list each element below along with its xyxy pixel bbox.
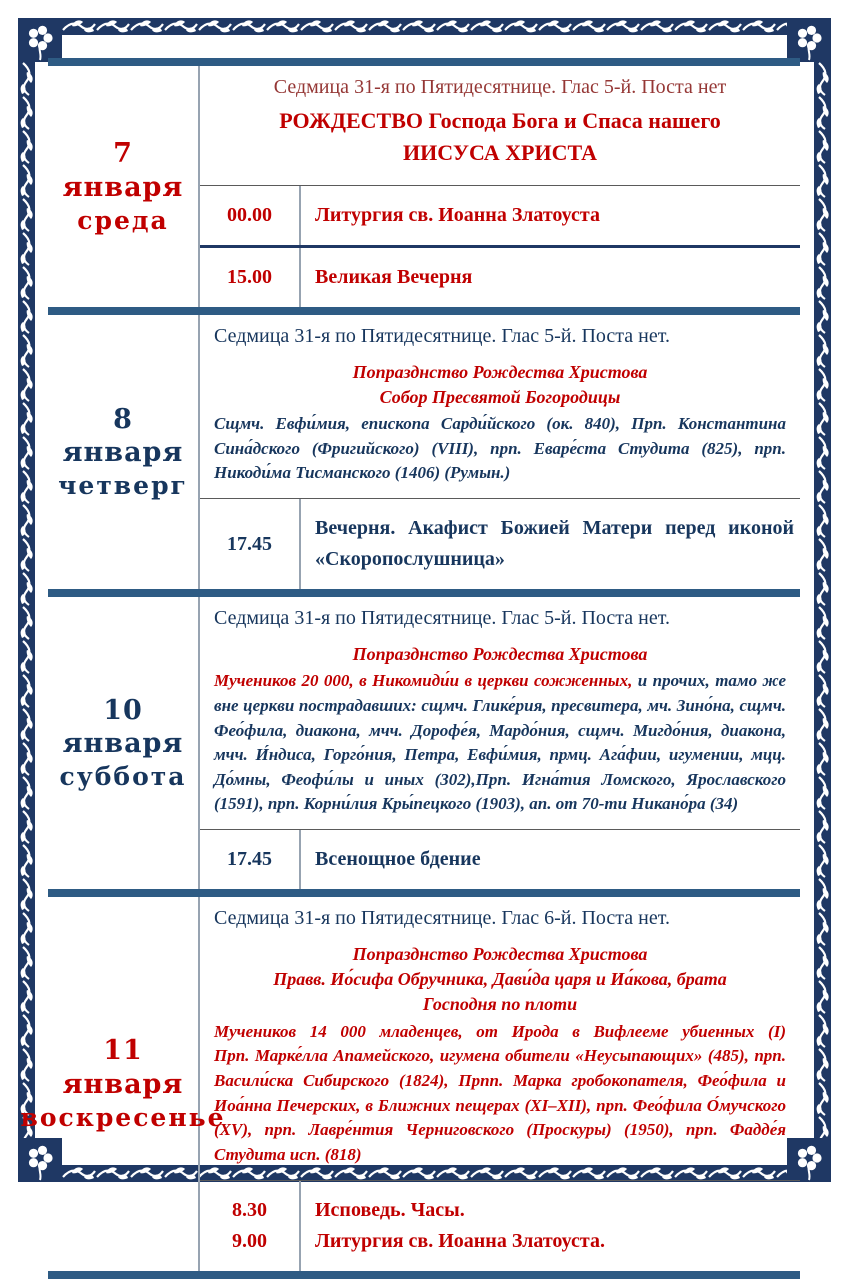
separator-bar — [48, 889, 800, 897]
day-header — [200, 597, 800, 829]
day-content — [200, 66, 800, 307]
service-time: 17.45 — [200, 830, 301, 889]
service-title: Великая Вечерня — [315, 265, 473, 288]
frame-corner-flower-icon — [18, 18, 62, 62]
day-date-cell — [48, 66, 200, 307]
saints-first-line: Мучеников 14 000 младенцев, от Ирода в Вифлееме убиенных (I) — [214, 1021, 786, 1041]
afterfeast-line: Господня по плоти — [422, 994, 578, 1015]
day-block-8-jan — [48, 315, 800, 589]
saints-paragraph — [214, 1020, 786, 1168]
afterfeast-line: Попразднство Рождества Христова — [352, 644, 648, 665]
day-block-7-jan — [48, 66, 800, 307]
service-title: Литургия св. Иоанна Златоуста. — [315, 1229, 605, 1252]
afterfeast-line: Попразднство Рождества Христова — [352, 361, 648, 382]
service-time: 9.00 — [232, 1229, 267, 1252]
day-header — [200, 315, 800, 498]
saints-rest: Прп. Марке́лла Апамейского, игумена обители «Неусыпающих» (485), прп. Васили́ска Сибирского (1824), Прпп. Марка гробокопателя, Фео́фила и Иоа́нна Печерских, в Ближних пещерах (XI–XII), прп. Фео́фила О́мучского (XV), прп. Лавре́нтия Черниговского (Проскуры) (1950), прп. Фадде́я Студита исп. (818) — [214, 1046, 786, 1164]
afterfeast-line: Правв. Ио́сифа Обручника, Дави́да царя и Иа́кова, брата — [273, 969, 727, 990]
service-row — [200, 1180, 800, 1271]
service-time: 00.00 — [200, 186, 301, 245]
day-content — [200, 597, 800, 889]
saints-red-part: Мучеников 20 000, в Никомиди́и в церкви сожженных, — [214, 671, 633, 691]
afterfeast-line: Собор Пресвятой Богородицы — [379, 386, 621, 407]
service-title: Исповедь. Часы. — [315, 1198, 465, 1221]
day-date: 7 января — [62, 138, 184, 203]
day-block-10-jan — [48, 597, 800, 889]
service-time: 8.30 — [232, 1198, 267, 1221]
feast-title — [214, 105, 786, 169]
service-time-group — [200, 1181, 301, 1271]
service-title: Вечерня. Акафист Божией Матери перед иконой «Скоропослушница» — [315, 517, 794, 571]
day-weekday: суббота — [59, 762, 187, 792]
day-date: 10 января — [62, 694, 184, 760]
schedule-table — [20, 58, 800, 1279]
saints-navy-part: и прочих, тамо же вне церкви пострадавших: сщмч. Глике́рия, пресвитера, мч. Зино́на, сщмч. Фео́фила, диакона, мчч. Дорофе́я, Мардо́ния, сщмч. Мигдо́ния, диакона, мчч. И́ндиса, Горго́ния, Петра, Евфи́мия, прмц. Ага́фии, игумении, мцц. До́мны, Феофи́лы и иных (302),Прп. Игна́тия Ломского, Ярославского (1591), прп. Корни́лия Кры́пецкого (1903), ап. от 70-ти Никано́ра (34) — [214, 671, 786, 814]
separator-bar — [48, 58, 800, 66]
service-title: Литургия св. Иоанна Златоуста — [315, 203, 600, 226]
week-line: Седмица 31-я по Пятидесятнице. Глас 5-й. Поста нет — [273, 76, 727, 98]
feast-title-line: РОЖДЕСТВО Господа Бога и Спаса нашего — [279, 108, 721, 133]
saints-paragraph — [214, 669, 786, 817]
day-weekday: среда — [77, 205, 169, 235]
frame-corner-flower-icon — [787, 18, 831, 62]
separator-bar — [48, 307, 800, 315]
day-content — [200, 897, 800, 1270]
afterfeast-line: Попразднство Рождества Христова — [352, 944, 648, 965]
service-row — [200, 829, 800, 889]
frame-left-border — [18, 62, 35, 1138]
day-header — [200, 66, 800, 185]
service-time: 15.00 — [200, 248, 301, 307]
day-date: 8 января — [62, 403, 184, 469]
service-title-group — [301, 1181, 800, 1271]
separator-bar — [48, 589, 800, 597]
day-weekday: воскресенье — [20, 1102, 226, 1132]
saints-paragraph: Сщмч. Евфи́мия, епископа Сарди́йского (ок. 840), Прп. Константина Сина́дского (Фригийского) (VIII), прп. Еваре́ста Студита (825), прп. Никоди́ма Тисманского (1406) (Румын.) — [214, 414, 786, 483]
day-date-cell — [48, 597, 200, 889]
frame-right-border — [814, 62, 831, 1138]
service-title: Всенощное бдение — [315, 848, 481, 871]
separator-bar — [48, 1271, 800, 1279]
service-row — [200, 185, 800, 245]
service-row — [200, 498, 800, 589]
service-row — [200, 245, 800, 307]
feast-title-line: ИИСУСА ХРИСТА — [403, 139, 597, 165]
week-line: Седмица 31-я по Пятидесятнице. Глас 6-й. Поста нет. — [214, 907, 670, 930]
week-line: Седмица 31-я по Пятидесятнице. Глас 5-й. Поста нет. — [214, 607, 670, 630]
day-header — [200, 897, 800, 1179]
day-date: 11 января — [62, 1035, 184, 1101]
day-content — [200, 315, 800, 589]
frame-top-border — [62, 18, 787, 35]
service-time: 17.45 — [200, 499, 301, 589]
day-date-cell — [48, 315, 200, 589]
day-block-11-jan — [20, 897, 800, 1270]
day-weekday: четверг — [58, 471, 188, 501]
week-line: Седмица 31-я по Пятидесятнице. Глас 5-й. Поста нет. — [214, 324, 670, 347]
day-date-cell — [20, 897, 226, 1270]
